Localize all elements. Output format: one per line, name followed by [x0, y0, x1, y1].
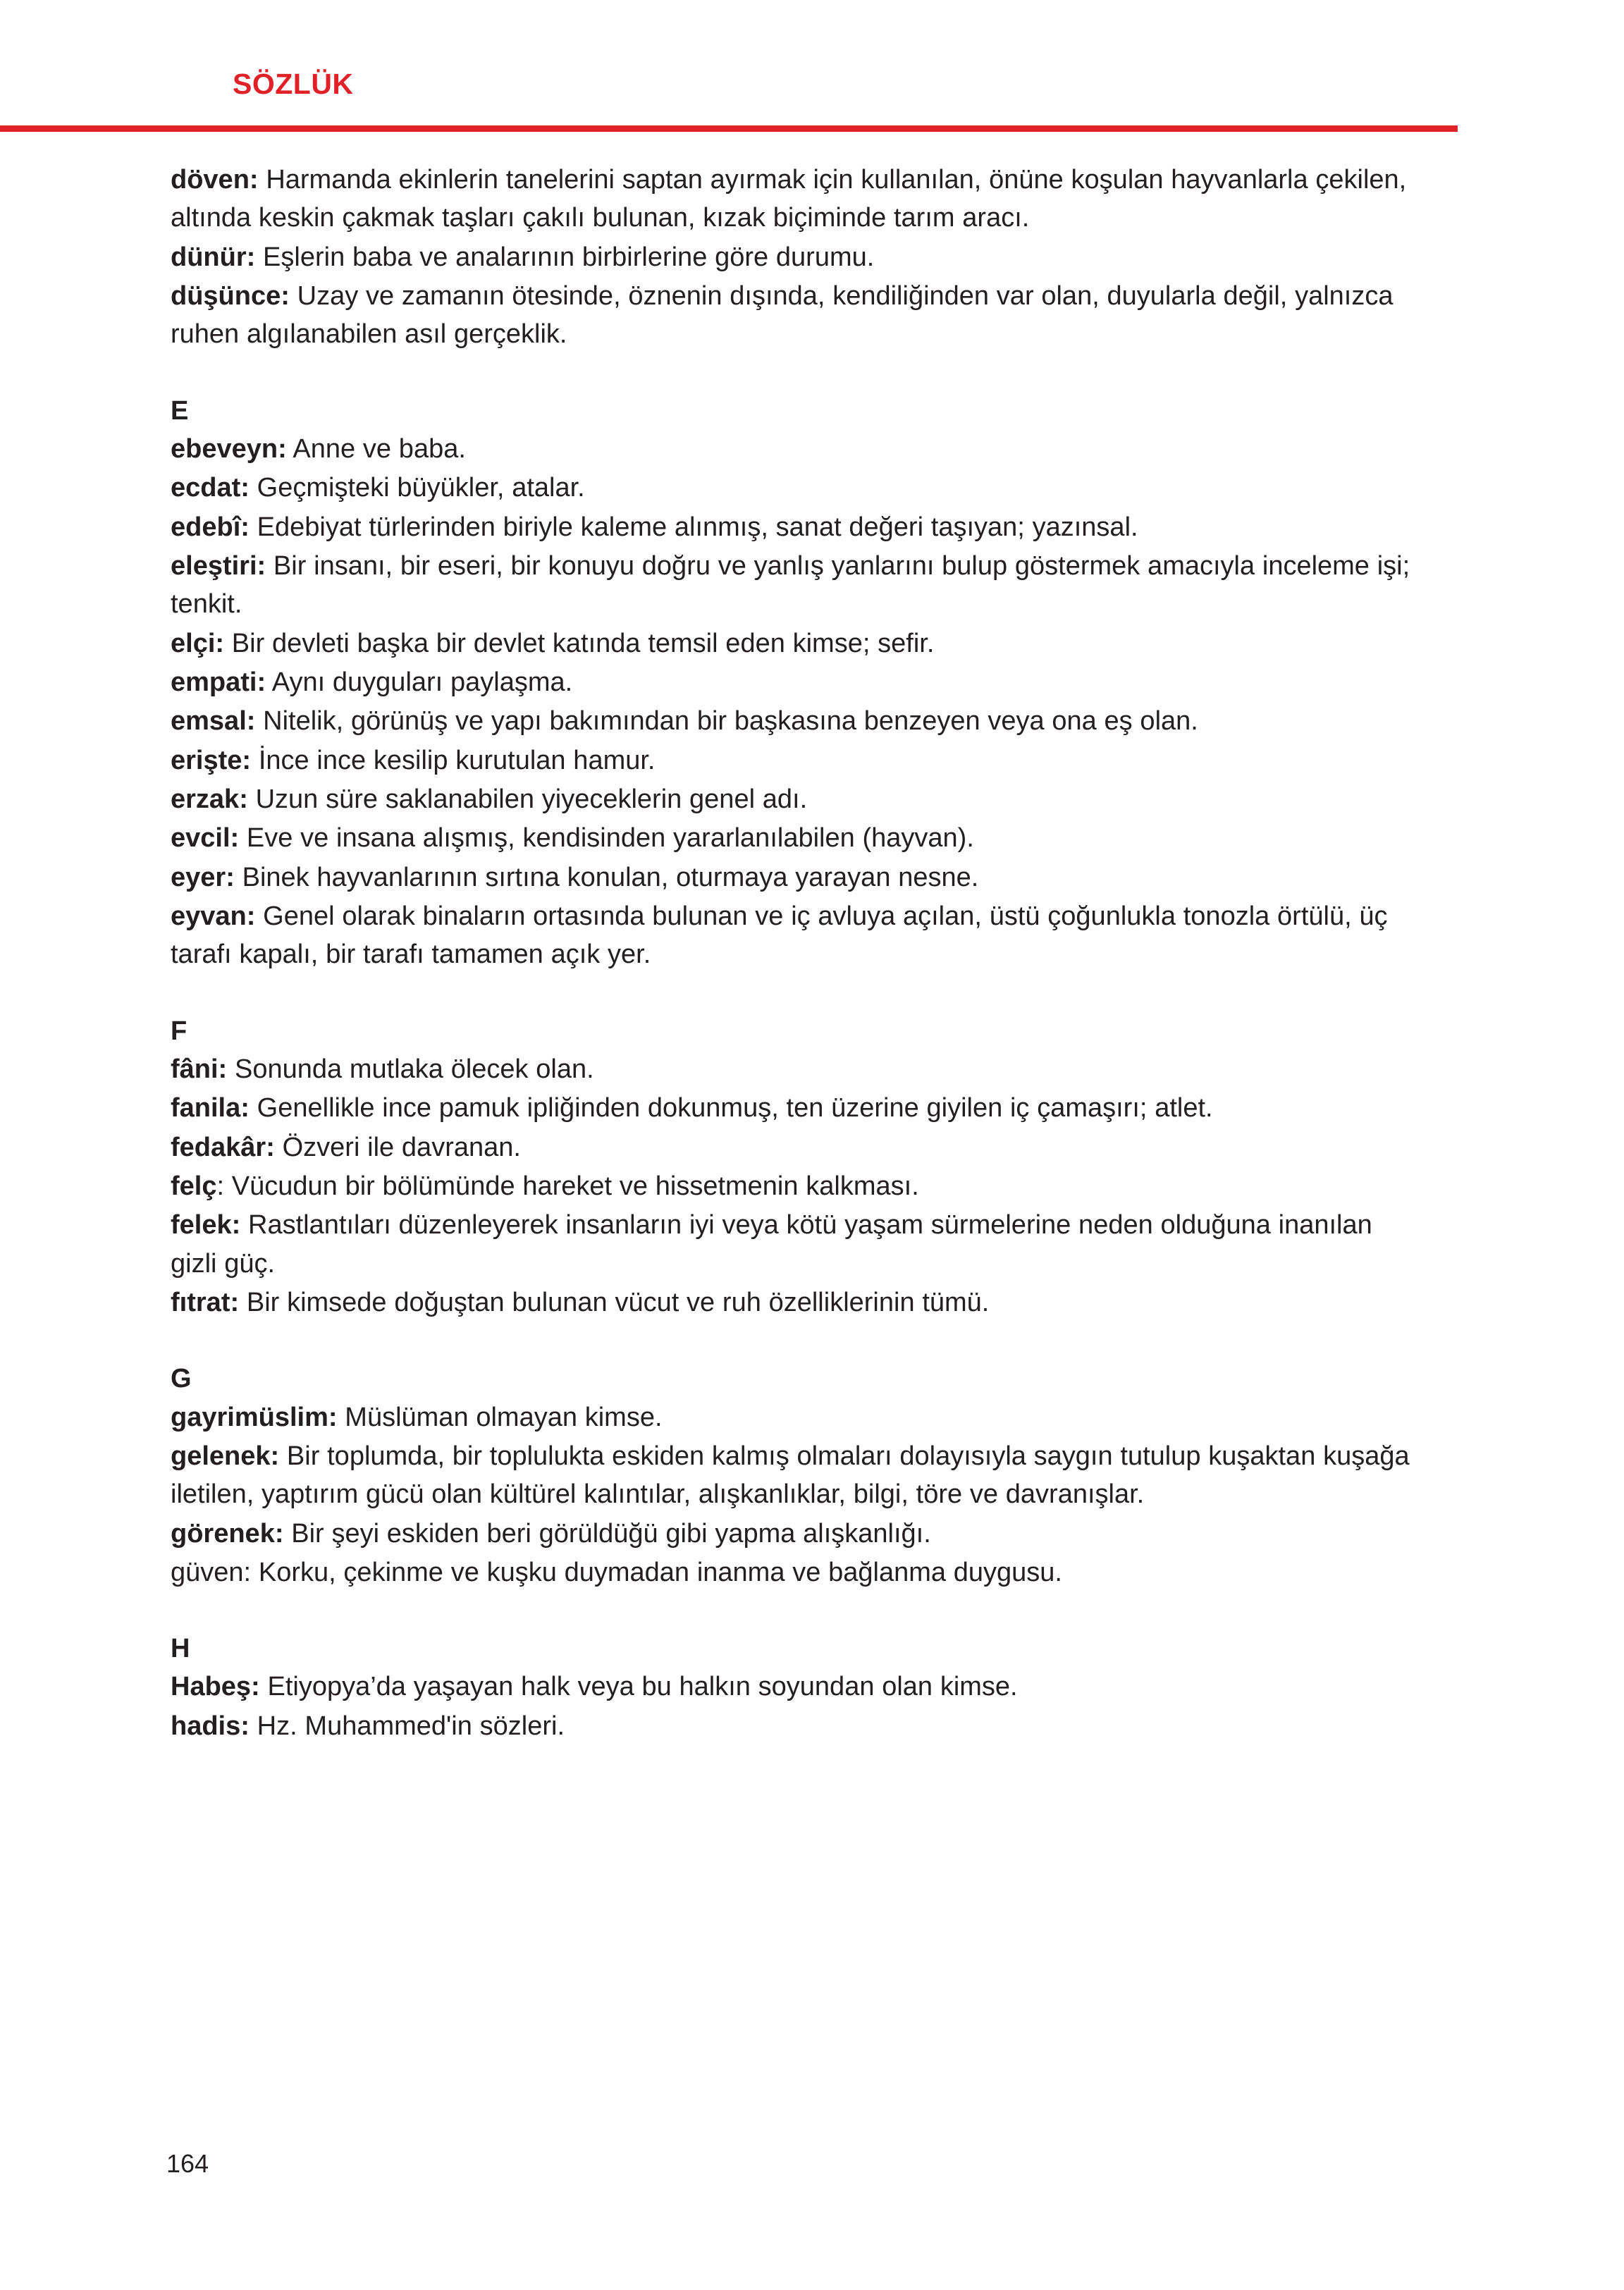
entry-hadis-term: hadis:: [171, 1711, 250, 1741]
entry-fedakar: [171, 1128, 1420, 1166]
entry-felc-definition: : Vücudun bir bölümünde hareket ve hissetmenin kalkması.: [216, 1171, 919, 1201]
entry-eriste-definition: İnce ince kesilip kurutulan hamur.: [251, 745, 656, 775]
entry-felek: [171, 1206, 1420, 1283]
page-header: [0, 0, 1624, 131]
entry-dusunce-term: düşünce:: [171, 281, 290, 311]
entry-felek-term: felek:: [171, 1210, 241, 1241]
entry-eyer-term: eyer:: [171, 862, 235, 892]
section-letter-h: H: [171, 1634, 190, 1664]
section-gap-g: [171, 1322, 1420, 1360]
header-divider: [0, 125, 1458, 132]
entry-gorenek-definition: Bir şeyi eskiden beri görüldüğü gibi yapma alışkanlığı.: [283, 1518, 931, 1549]
entry-empati: [171, 663, 1420, 701]
entry-doven: [171, 161, 1420, 238]
entry-doven-term: döven:: [171, 165, 259, 195]
entry-eyvan-definition: Genel olarak binaların ortasında bulunan ve iç avluya açılan, üstü çoğunlukla tonozla örtülü, üç tarafı kapalı, bir tarafı tamamen açık yer.: [171, 901, 1388, 970]
entry-empati-term: empati:: [171, 667, 266, 697]
entry-fanila: [171, 1089, 1420, 1127]
entry-fedakar-definition: Özveri ile davranan.: [274, 1132, 521, 1162]
entry-eriste-term: erişte:: [171, 745, 252, 775]
entry-guven-term: güven:: [171, 1557, 252, 1587]
entry-eyvan: [171, 897, 1420, 974]
entry-gorenek: [171, 1515, 1420, 1553]
entry-hadis-definition: Hz. Muhammed'in sözleri.: [249, 1711, 565, 1741]
entry-emsal: [171, 702, 1420, 740]
entry-erzak-definition: Uzun süre saklanabilen yiyeceklerin genel adı.: [247, 784, 808, 814]
entry-habes-definition: Etiyopya’da yaşayan halk veya bu halkın soyundan olan kimse.: [259, 1672, 1018, 1702]
entry-ebeveyn-definition: Anne ve baba.: [286, 433, 466, 464]
entry-eyvan-term: eyvan:: [171, 901, 256, 931]
section-gap-e: [171, 355, 1420, 392]
entry-dunur: [171, 238, 1420, 276]
entry-elci-definition: Bir devleti başka bir devlet katında temsil eden kimse; sefir.: [224, 628, 935, 658]
section-gap-h: [171, 1592, 1420, 1630]
entry-felc: [171, 1167, 1420, 1205]
entry-fanila-definition: Genellikle ince pamuk ipliğinden dokunmuş, ten üzerine giyilen iç çamaşırı; atlet.: [249, 1093, 1213, 1124]
entry-fedakar-term: fedakâr:: [171, 1132, 275, 1162]
entry-gayrimuslim: [171, 1398, 1420, 1436]
entry-fani: [171, 1050, 1420, 1088]
entry-felc-term: felç: [171, 1171, 217, 1201]
entry-dusunce: [171, 277, 1420, 354]
entry-empati-definition: Aynı duyguları paylaşma.: [266, 667, 573, 697]
entry-emsal-term: emsal:: [171, 706, 256, 737]
entry-dunur-definition: Eşlerin baba ve analarının birbirlerine göre durumu.: [255, 242, 875, 272]
entry-habes-term: Habeş:: [171, 1672, 260, 1702]
entry-gelenek-definition: Bir toplumda, bir toplulukta eskiden kalmış olmaları dolayısıyla saygın tutulup kuşaktan kuşağa iletilen, yaptırım gücü olan kültürel kalıntılar, alışkanlıklar, bilgi, töre ve davranışlar.: [171, 1441, 1410, 1510]
page-number: 164: [166, 2149, 209, 2178]
entry-fitrat-definition: Bir kimsede doğuştan bulunan vücut ve ruh özelliklerinin tümü.: [239, 1287, 990, 1317]
entry-fanila-term: fanila:: [171, 1093, 250, 1124]
entry-ecdat-definition: Geçmişteki büyükler, atalar.: [249, 473, 585, 503]
entry-eyer: [171, 858, 1420, 897]
entry-erzak-term: erzak:: [171, 784, 248, 814]
entry-dunur-term: dünür:: [171, 242, 256, 272]
entry-fani-term: fâni:: [171, 1054, 228, 1084]
entry-evcil: [171, 819, 1420, 857]
entry-erzak: [171, 780, 1420, 818]
entry-gelenek: [171, 1437, 1420, 1514]
entry-elci-term: elçi:: [171, 628, 225, 658]
entry-edebi-term: edebî:: [171, 512, 250, 542]
entry-gelenek-term: gelenek:: [171, 1441, 280, 1471]
section-gap-f: [171, 975, 1420, 1012]
entry-ecdat: [171, 469, 1420, 507]
entry-gayrimuslim-term: gayrimüslim:: [171, 1402, 338, 1432]
entry-edebi-definition: Edebiyat türlerinden biriyle kaleme alınmış, sanat değeri taşıyan; yazınsal.: [249, 512, 1138, 542]
section-letter-e: E: [171, 395, 189, 426]
entry-gorenek-term: görenek:: [171, 1518, 284, 1549]
entry-ecdat-term: ecdat:: [171, 473, 250, 503]
entry-fani-definition: Sonunda mutlaka ölecek olan.: [227, 1054, 594, 1084]
section-letter-f: F: [171, 1016, 187, 1046]
entry-eyer-definition: Binek hayvanlarının sırtına konulan, oturmaya yarayan nesne.: [234, 862, 979, 892]
section-letter-g: G: [171, 1364, 192, 1394]
entry-emsal-definition: Nitelik, görünüş ve yapı bakımından bir başkasına benzeyen veya ona eş olan.: [255, 706, 1198, 737]
entry-guven: [171, 1553, 1420, 1592]
entry-eriste: [171, 741, 1420, 780]
entry-elestiri: [171, 547, 1420, 624]
entry-dusunce-definition: Uzay ve zamanın ötesinde, öznenin dışında, kendiliğinden var olan, duyularla değil, yalnızca ruhen algılanabilen asıl gerçeklik.: [171, 281, 1394, 350]
entry-ebeveyn-term: ebeveyn:: [171, 433, 287, 464]
entry-fitrat-term: fıtrat:: [171, 1287, 240, 1317]
entry-ebeveyn: [171, 430, 1420, 468]
entry-elestiri-term: eleştiri:: [171, 550, 266, 581]
entry-evcil-term: evcil:: [171, 823, 240, 854]
entry-doven-definition: Harmanda ekinlerin tanelerini saptan ayırmak için kullanılan, önüne koşulan hayvanlarla çekilen, altında keskin çakmak taşları çakılı bulunan, kızak biçiminde tarım aracı.: [171, 165, 1407, 233]
glossary-content: [171, 161, 1420, 1746]
entry-felek-definition: Rastlantıları düzenleyerek insanların iyi veya kötü yaşam sürmelerine neden olduğuna inanılan gizli güç.: [171, 1210, 1372, 1279]
entry-fitrat: [171, 1283, 1420, 1322]
entry-elci: [171, 624, 1420, 663]
entry-guven-definition: Korku, çekinme ve kuşku duymadan inanma ve bağlanma duygusu.: [251, 1557, 1062, 1587]
entry-elestiri-definition: Bir insanı, bir eseri, bir konuyu doğru ve yanlış yanlarını bulup göstermek amacıyla inceleme işi; tenkit.: [171, 550, 1410, 620]
page-title: SÖZLÜK: [233, 68, 354, 100]
entry-habes: [171, 1668, 1420, 1706]
entry-gayrimuslim-definition: Müslüman olmayan kimse.: [337, 1402, 663, 1432]
entry-edebi: [171, 508, 1420, 546]
entry-hadis: [171, 1707, 1420, 1745]
entry-evcil-definition: Eve ve insana alışmış, kendisinden yararlanılabilen (hayvan).: [239, 823, 974, 854]
